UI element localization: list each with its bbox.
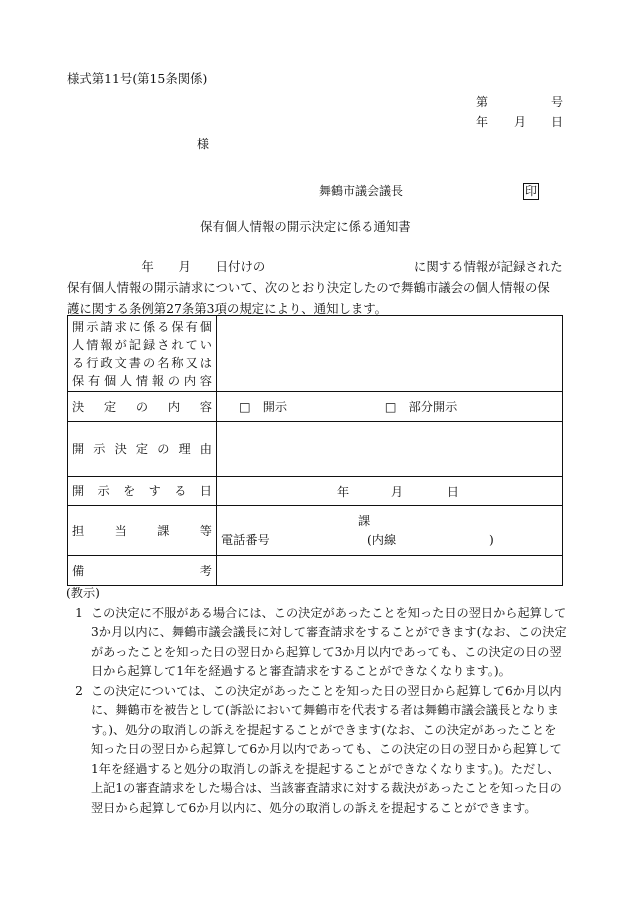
label-disclosure-date: 開示をする日: [68, 477, 217, 506]
table-row-decision: [68, 392, 563, 422]
form-number: 様式第11号(第15条関係): [67, 71, 208, 86]
date-year: 年: [476, 115, 489, 129]
checkbox-partial-disclose[interactable]: □ 部分開示: [384, 400, 458, 414]
instruction-item-1: 1 この決定に不服がある場合には、この決定があったことを知った日の翌日から起算して3か月以内に、舞鶴市議会議長に対して審査請求をすることができます(なお、この決定があったことを知った日の翌日から起算して3か月以内であっても、この決定の日の翌日から起算して1年を経過すると審査請求をすることができなくなります。)。: [75, 605, 567, 678]
table-row-reason: [68, 422, 563, 477]
disclosure-month: 月: [390, 484, 404, 499]
intro-line-2: 保有個人情報の開示請求について、次のとおり決定したので舞鶴市議会の個人情報の保: [67, 280, 550, 295]
phone-label: 電話番号: [221, 532, 270, 547]
table-row-disclosure-date: [68, 477, 563, 506]
date-day: 日: [551, 115, 564, 129]
table-row-department: [68, 506, 563, 556]
instructions-heading: (教示): [66, 586, 100, 600]
document-title: 保有個人情報の開示決定に係る通知書: [200, 219, 411, 234]
table-row-remarks: [68, 556, 563, 586]
label-reason: 開示決定の理由: [68, 422, 217, 477]
value-department[interactable]: [217, 506, 563, 556]
intro-line-3: 護に関する条例第27条第3項の規定により、通知します。: [67, 301, 388, 316]
issuer-name: 舞鶴市議会議長: [319, 184, 404, 198]
intro-paragraph: [67, 256, 565, 319]
extension-label: (内線: [367, 532, 397, 547]
disclosure-day: 日: [446, 484, 459, 499]
department-section: 課: [358, 513, 371, 528]
label-department: 担当課等: [68, 506, 217, 556]
table-row-document-name: [68, 316, 563, 392]
value-document-name[interactable]: [217, 316, 563, 392]
value-decision: [217, 392, 563, 422]
disclosure-decision-table: [67, 315, 563, 586]
label-document-name: 開示請求に係る保有個 人情報が記録されてい る行政文書の名称又は 保有個人情報の内容: [68, 316, 217, 392]
department-phone: [221, 531, 558, 550]
value-remarks[interactable]: [217, 556, 563, 586]
instructions-section: [67, 584, 567, 818]
checkbox-disclose[interactable]: □ 開示: [239, 400, 288, 414]
disclosure-year: 年: [337, 484, 350, 499]
value-reason[interactable]: [217, 422, 563, 477]
number-suffix: 号: [551, 95, 564, 109]
seal-stamp: 印: [524, 184, 537, 198]
label-decision: 決定の内容: [68, 392, 217, 422]
addressee-suffix: 様: [197, 137, 210, 151]
extension-close: ): [489, 532, 494, 547]
number-prefix: 第: [476, 95, 489, 109]
label-remarks: 備考: [68, 556, 217, 586]
date-month: 月: [514, 115, 527, 129]
value-disclosure-date[interactable]: [217, 477, 563, 506]
instruction-item-2: 2 この決定については、この決定があったことを知った日の翌日から起算して6か月以内に、舞鶴市を被告として(訴訟において舞鶴市を代表する者は舞鶴市議会議長となります。)、処分の取消しの訴えを提起することができます(なお、この決定があったことを知った日の翌日から起算して6か月以内であっても、この決定の日の翌日から起算して1年を経過すると処分の取消しの訴えを提起することができなくなります。)。ただし、上記1の審査請求をした場合は、当該審査請求に対する裁決があったことを知った日の翌日から起算して6か月以内に、処分の取消しの訴えを提起することができます。: [75, 683, 562, 815]
intro-line-1: 年 月 日付けの に関する情報が記録された: [67, 259, 563, 274]
